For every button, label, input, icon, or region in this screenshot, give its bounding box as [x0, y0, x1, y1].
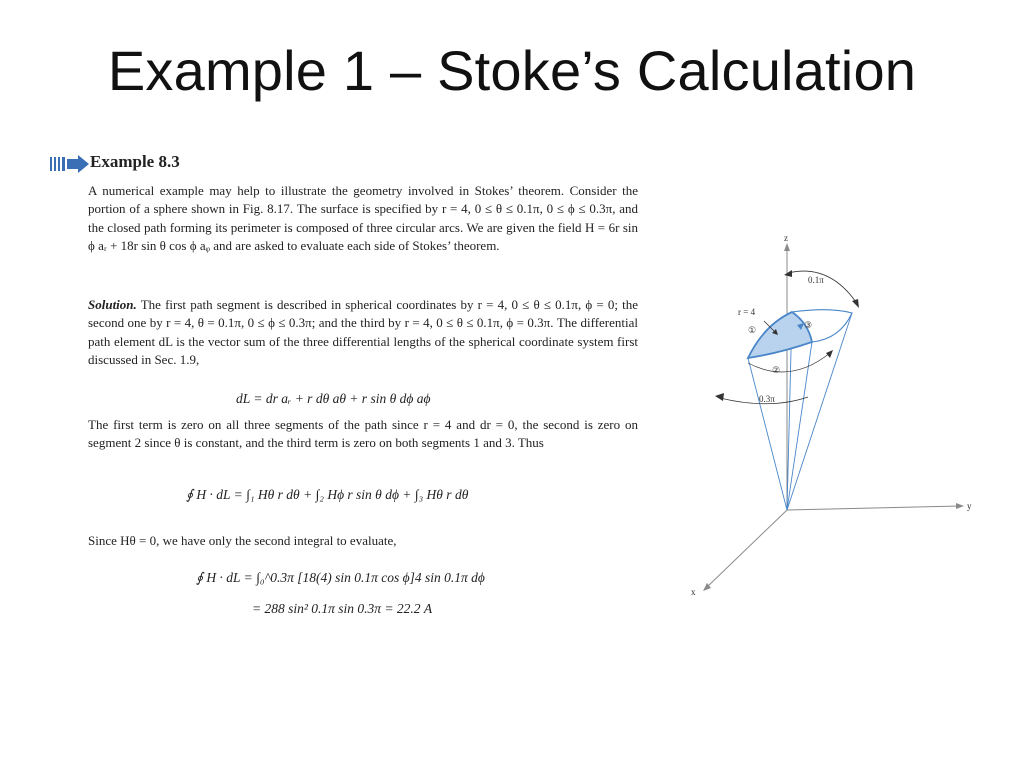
radius-label: r = 4 — [738, 307, 756, 317]
sphere-surface-patch — [748, 312, 812, 358]
phi-inner-arrow-icon — [826, 350, 833, 358]
y-axis — [787, 506, 960, 510]
theta-arrow-left-icon — [784, 270, 792, 277]
solution-paragraph — [88, 296, 638, 370]
example-title: Example 8.3 — [90, 152, 180, 171]
theta-label: 0.1π — [808, 275, 824, 285]
equation-dl: dL = dr aᵣ + r dθ aθ + r sin θ dϕ aϕ — [236, 391, 431, 406]
segment-2-label: ② — [772, 365, 781, 375]
solution-label: Solution. — [88, 297, 137, 312]
example-arrow-icon — [50, 154, 90, 174]
sphere-figure — [680, 235, 980, 605]
since-paragraph: Since Hθ = 0, we have only the second integral to evaluate, — [88, 533, 397, 548]
terms-paragraph: The first term is zero on all three segments of the path since r = 4 and dr = 0, the second is zero on segment 2 since θ is constant, and the third term is zero on both segments 1 and 3. Thus — [88, 417, 638, 451]
equation-integral: ∮ H · dL = ∫₀^0.3π [18(4) sin 0.1π cos ϕ]4 sin 0.1π dϕ — [196, 570, 485, 585]
segment-3-label: ③ — [804, 320, 813, 330]
x-axis — [706, 510, 787, 588]
phi-label: 0.3π — [759, 394, 775, 404]
equation-result: = 288 sin² 0.1π sin 0.3π = 22.2 A — [252, 601, 433, 616]
y-axis-arrowhead-icon — [956, 503, 964, 509]
phi-arrow-left-icon — [715, 393, 724, 401]
slide-title: Example 1 – Stoke’s Calculation — [107, 39, 917, 102]
x-axis-label: x — [691, 587, 696, 597]
equation-line-integral-sum: ∮ H · dL = ∫₁ Hθ r dθ + ∫₂ Hϕ r sin θ dϕ + ∫₃ Hθ r dθ — [186, 487, 469, 502]
theta-arrow-right-icon — [852, 299, 859, 308]
y-axis-label: y — [967, 501, 972, 511]
z-axis-label: z — [784, 235, 788, 243]
edge-line-1 — [748, 358, 787, 510]
z-axis-arrowhead-icon — [784, 243, 790, 251]
example-intro: A numerical example may help to illustrate the geometry involved in Stokes’ theorem. Consider the portion of a sphere shown in Fig. 8.17. The surface is specified by r = 4, 0 ≤ θ ≤ 0.1π, 0 ≤ ϕ ≤ 0.3π, and the closed path forming its perimeter is composed of three circular arcs. We are given the field H = 6r sin ϕ aᵣ + 18r sin θ cos ϕ aᵩ and are asked to evaluate each side of Stokes’ theorem. — [88, 183, 638, 254]
segment-1-label: ① — [748, 325, 757, 335]
solution-text: The first path segment is described in spherical coordinates by r = 4, 0 ≤ θ ≤ 0.1π, ϕ = 0; the second one by r = 4, θ = 0.1π, 0 ≤ ϕ ≤ 0.3π; and the third by r = 4, 0 ≤ θ ≤ 0.1π, ϕ = 0.3π. The differential path element dL is the vector sum of the three differential lengths of the spherical coordinate system first discussed in Sec. 1.9, — [88, 297, 639, 368]
